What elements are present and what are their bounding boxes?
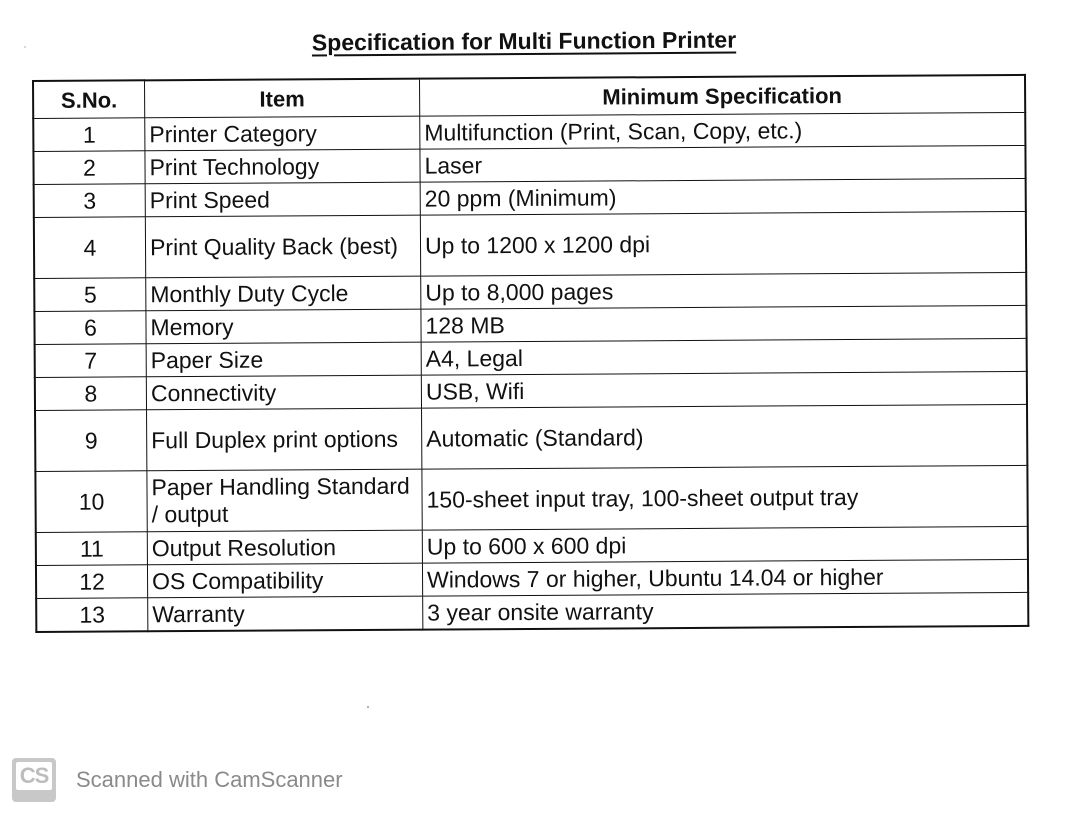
watermark-text: Scanned with CamScanner xyxy=(76,767,343,792)
cell-sno: 1 xyxy=(33,118,145,152)
cell-item: Printer Category xyxy=(145,116,420,151)
cell-spec: Up to 1200 x 1200 dpi xyxy=(420,211,1026,276)
cell-spec: Laser xyxy=(420,145,1026,182)
table-row xyxy=(35,465,1027,532)
header-spec: Minimum Specification xyxy=(419,75,1025,116)
cell-sno: 4 xyxy=(34,217,146,279)
cell-spec: USB, Wifi xyxy=(421,371,1027,408)
table-row xyxy=(35,404,1027,471)
cell-item: Memory xyxy=(146,309,421,344)
cell-item: Output Resolution xyxy=(147,530,422,565)
cell-sno: 11 xyxy=(36,532,148,566)
cell-sno: 6 xyxy=(34,311,146,345)
camscanner-watermark xyxy=(12,758,343,802)
header-item: Item xyxy=(145,79,420,118)
cell-sno: 13 xyxy=(36,598,148,632)
cell-sno: 8 xyxy=(35,377,147,411)
cell-spec: 128 MB xyxy=(421,305,1027,342)
cell-item: Full Duplex print options xyxy=(147,408,422,471)
header-sno: S.No. xyxy=(33,80,145,118)
specification-table xyxy=(32,74,1029,633)
scan-speck xyxy=(367,706,369,708)
cell-spec: Windows 7 or higher, Ubuntu 14.04 or higher xyxy=(422,559,1028,596)
cell-spec: 20 ppm (Minimum) xyxy=(420,178,1026,215)
cell-item: Print Technology xyxy=(145,149,420,184)
cell-spec: Automatic (Standard) xyxy=(422,404,1028,469)
scan-speck xyxy=(24,46,26,48)
cell-sno: 10 xyxy=(35,471,147,533)
cell-spec: Multifunction (Print, Scan, Copy, etc.) xyxy=(420,112,1026,149)
cell-spec: 150-sheet input tray, 100-sheet output tray xyxy=(422,465,1028,530)
cell-sno: 9 xyxy=(35,410,147,472)
cell-sno: 5 xyxy=(34,278,146,312)
cell-item: Paper Handling Standard / output xyxy=(147,469,422,532)
table-row xyxy=(36,592,1028,632)
cell-sno: 7 xyxy=(35,344,147,378)
camscanner-logo-icon xyxy=(12,758,56,802)
camscanner-logo-text: CS xyxy=(16,762,52,790)
cell-spec: Up to 600 x 600 dpi xyxy=(422,526,1028,563)
cell-item: Connectivity xyxy=(146,375,421,410)
table-row xyxy=(34,211,1026,278)
cell-item: Print Quality Back (best) xyxy=(145,215,420,278)
cell-item: Monthly Duty Cycle xyxy=(146,276,421,311)
cell-item: Print Speed xyxy=(145,182,420,217)
cell-spec: A4, Legal xyxy=(421,338,1027,375)
specification-table-container xyxy=(32,74,1029,633)
cell-sno: 3 xyxy=(34,184,146,218)
document-title: Specification for Multi Function Printer xyxy=(311,26,737,56)
table-header-row xyxy=(33,75,1025,119)
cell-spec: 3 year onsite warranty xyxy=(423,592,1029,629)
cell-item: OS Compatibility xyxy=(147,563,422,598)
cell-spec: Up to 8,000 pages xyxy=(421,272,1027,309)
cell-item: Paper Size xyxy=(146,342,421,377)
cell-item: Warranty xyxy=(148,596,423,631)
cell-sno: 12 xyxy=(36,565,148,599)
cell-sno: 2 xyxy=(33,151,145,185)
